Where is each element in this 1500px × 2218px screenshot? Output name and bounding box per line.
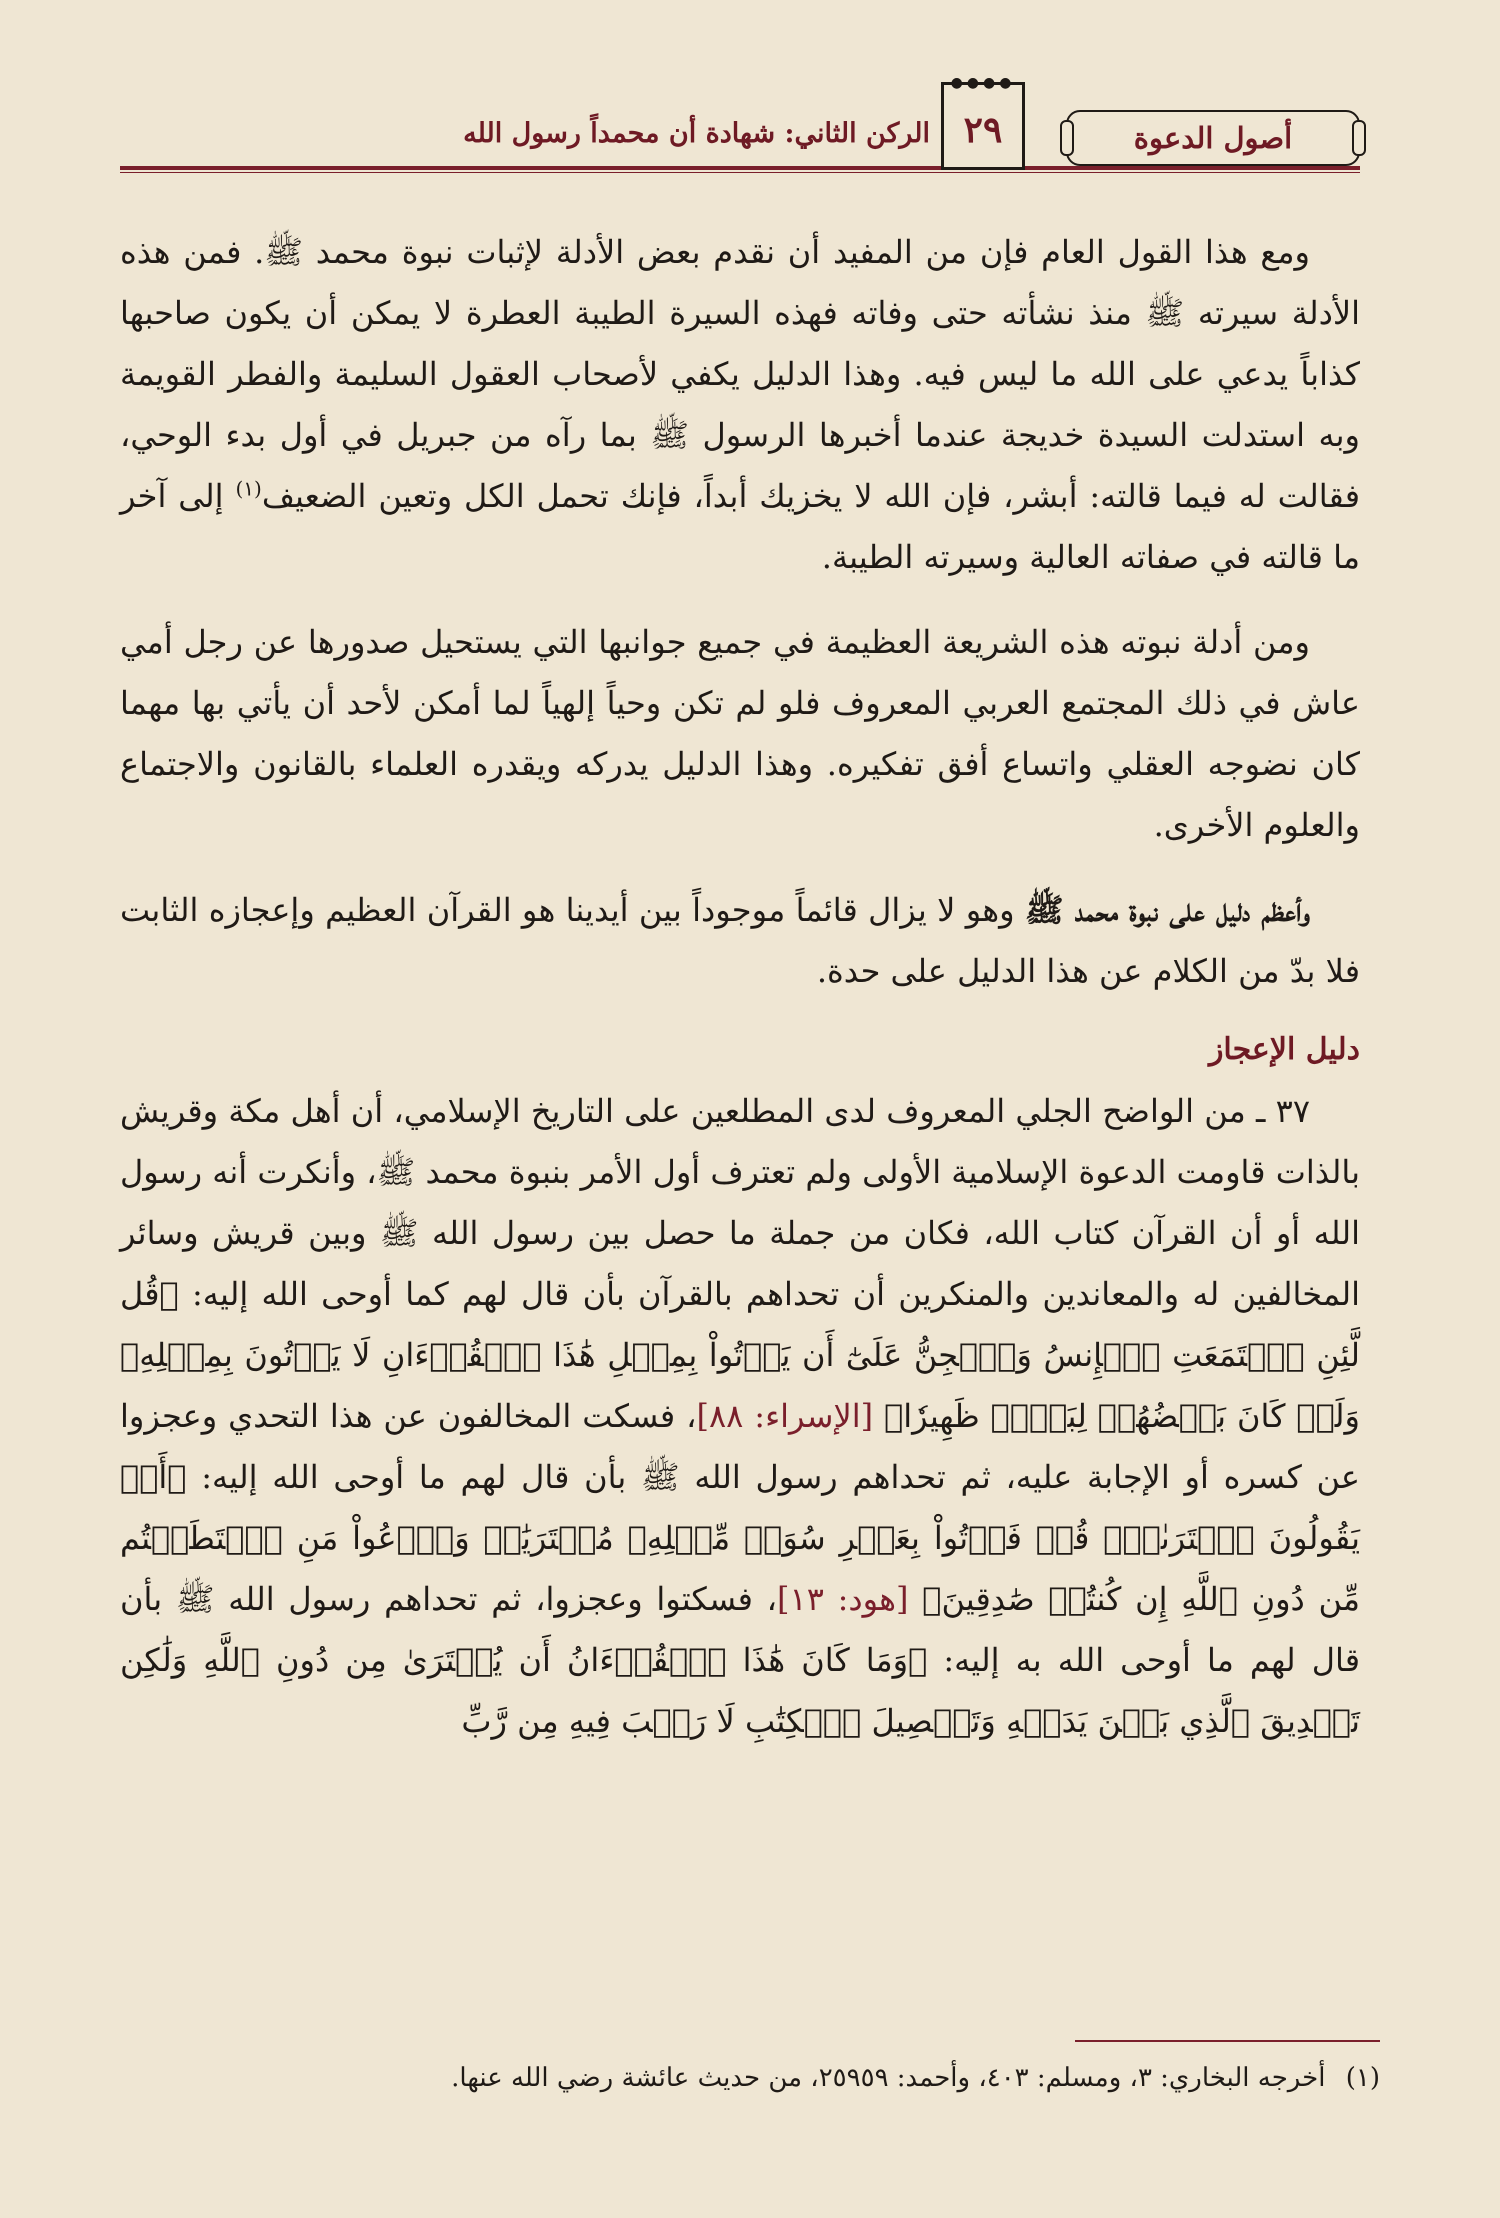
page-number: ٢٩	[963, 109, 1003, 151]
paragraph-1-tail: إلى آخر ما قالته في صفاته العالية وسيرته الطيبة.	[120, 477, 1360, 576]
quran-verse-3: ﴿وَمَا كَانَ هَٰذَا ٱلۡقُرۡءَانُ أَن يُفۡتَرَىٰ مِن دُونِ ٱللَّهِ وَلَٰكِن تَصۡدِيقَ ٱلَّذِي بَيۡنَ يَدَيۡهِ وَتَفۡصِيلَ ٱلۡكِتَٰبِ لَا رَيۡبَ فِيهِ مِن رَّبِّ	[120, 1641, 1360, 1740]
binder-rings-icon: ●●●●	[950, 75, 1016, 91]
verse-reference-2: [هود: ١٣]	[777, 1580, 909, 1618]
footnote-rule	[1075, 2040, 1380, 2042]
paragraph-3-bold: وأعظم دليل على نبوة محمد ﷺ	[1024, 891, 1311, 929]
paragraph-4-part3: ، فسكتوا وعجزوا، ثم تحداهم رسول الله ﷺ بأن قال لهم ما أوحى الله به إليه:	[120, 1580, 1361, 1679]
footnote	[140, 2058, 1380, 2098]
paragraph-4-part1: ٣٧ ـ من الواضح الجلي المعروف لدى المطلعين على التاريخ الإسلامي، أن أهل مكة وقريش بالذات قاومت الدعوة الإسلامية الأولى ولم تعترف أول الأمر بنبوة محمد ﷺ، وأنكرت أنه رسول الله أو أن القرآن كتاب الله، فكان من جملة ما حصل بين رسول الله ﷺ وبين قريش وسائر المخالفين له والمعاندين والمنكرين أن تحداهم بالقرآن بأن قال لهم كما أوحى الله إليه:	[120, 1092, 1361, 1313]
page-number-frame	[941, 75, 1025, 170]
quran-verse-2: ﴿أَمۡ يَقُولُونَ ٱفۡتَرَىٰهُۖ قُلۡ فَأۡتُواْ بِعَشۡرِ سُوَرٖ مِّثۡلِهِۦ مُفۡتَرَيَٰتٖ وَٱدۡعُواْ مَنِ ٱسۡتَطَعۡتُم مِّن دُونِ ٱللَّهِ إِن كُنتُمۡ صَٰدِقِينَ﴾	[120, 1458, 1361, 1618]
paragraph-4	[120, 1081, 1360, 1752]
paragraph-3	[120, 880, 1360, 1002]
paragraph-3-text: وهو لا يزال قائماً موجوداً بين أيدينا هو القرآن العظيم وإعجازه الثابت فلا بدّ من الكلام عن هذا الدليل على حدة.	[120, 891, 1360, 990]
paragraph-2: ومن أدلة نبوته هذه الشريعة العظيمة في جميع جوانبها التي يستحيل صدورها عن رجل أمي عاش في ذلك المجتمع العربي المعروف فلو لم تكن وحياً إلهياً لما أمكن لأحد أن يأتي بها مهما كان نضوجه العقلي واتساع أفق تفكيره. وهذا الدليل يدركه ويقدره العلماء بالقانون والاجتماع والعلوم الأخرى.	[120, 623, 1360, 844]
quran-verse-1: ﴿قُل لَّئِنِ ٱجۡتَمَعَتِ ٱلۡإِنسُ وَٱلۡجِنُّ عَلَىٰٓ أَن يَأۡتُواْ بِمِثۡلِ هَٰذَا ٱلۡقُرۡءَانِ لَا يَأۡتُونَ بِمِثۡلِهِۦ وَلَوۡ كَانَ بَعۡضُهُمۡ لِبَعۡضٖ ظَهِيرٗا﴾	[120, 1275, 1361, 1435]
footnote-marker: (١)	[1345, 2063, 1380, 2093]
footnote-text: أخرجه البخاري: ٣، ومسلم: ٤٠٣، وأحمد: ٢٥٩٥٩، من حديث عائشة رضي الله عنها.	[451, 2063, 1326, 2093]
chapter-title: الركن الثاني: شهادة أن محمداً رسول الله	[463, 118, 930, 149]
book-title: أصول الدعوة	[1133, 121, 1293, 155]
page-body	[120, 222, 1360, 1776]
footnote-reference: (١)	[235, 476, 262, 501]
paragraph-1	[120, 222, 1360, 588]
verse-reference-1: [الإسراء: ٨٨]	[696, 1397, 874, 1435]
header-rule	[120, 166, 1360, 170]
paragraph-1-text: ومع هذا القول العام فإن من المفيد أن نقدم بعض الأدلة لإثبات نبوة محمد ﷺ. فمن هذه الأدلة سيرته ﷺ منذ نشأته حتى وفاته فهذه السيرة الطيبة العطرة لا يمكن أن يكون صاحبها كذاباً يدعي على الله ما ليس فيه. وهذا الدليل يكفي لأصحاب العقول السليمة والفطر القويمة وبه استدلت السيدة خديجة عندما أخبرها الرسول ﷺ بما رآه من جبريل في أول بدء الوحي، فقالت له فيما قالته: أبشر، فإن الله لا يخزيك أبداً، فإنك تحمل الكل وتعين الضعيف	[120, 233, 1361, 515]
paragraph-4-part2: ، فسكت المخالفون عن هذا التحدي وعجزوا عن كسره أو الإجابة عليه، ثم تحداهم رسول الله ﷺ بأن قال لهم ما أوحى الله إليه:	[120, 1397, 1361, 1496]
page-header	[120, 75, 1360, 180]
book-title-frame	[1066, 110, 1360, 166]
header-rule-thin	[120, 172, 1360, 173]
section-heading: دليل الإعجاز	[1208, 1032, 1360, 1067]
